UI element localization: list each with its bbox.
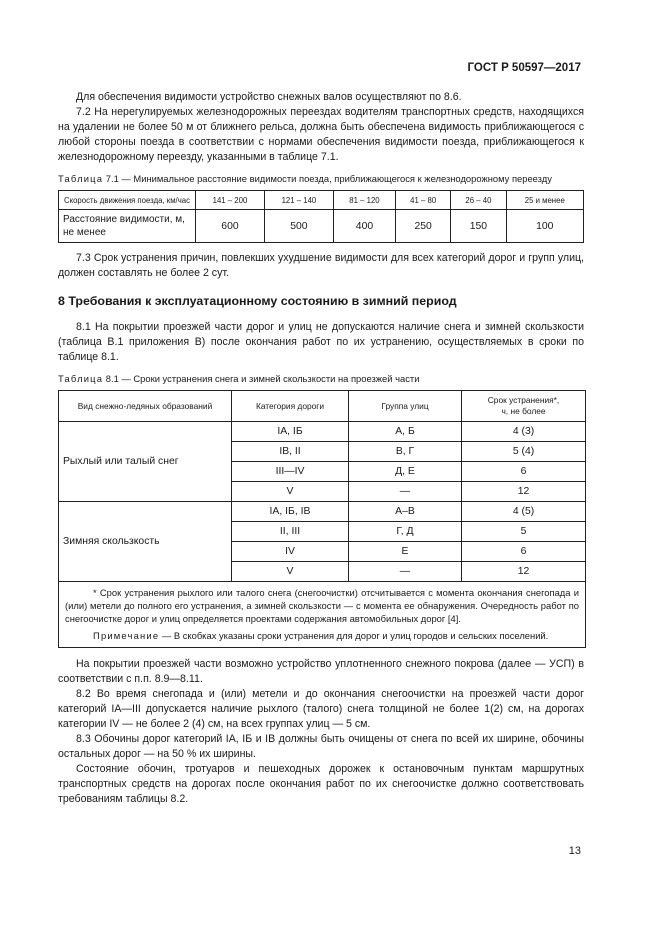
table-caption-text: 7.1 — Минимальное расстояние видимости поезда, приближающегося к железнодорожному переезду bbox=[103, 173, 552, 184]
road-category-cell: IV bbox=[232, 542, 349, 562]
table-caption-text: 8.1 — Сроки устранения снега и зимней скользкости на проезжей части bbox=[103, 373, 420, 384]
speed-cell: 41 – 80 bbox=[396, 191, 451, 210]
paragraph-7-2: 7.2 На нерегулируемых железнодорожных переездах водителям транспортных средств, находящихся на удалении не более 50 м от ближнего рельса, должна быть обеспечена видимость приближающегося с любой стороны поезда в соответствии с нормами обеспечения видимости поезда, приближающегося к железнодорожному переезду, указанными в таблице 7.1. bbox=[58, 106, 584, 163]
removal-term-cell: 5 (4) bbox=[462, 442, 586, 462]
removal-term-cell: 12 bbox=[462, 482, 586, 502]
speed-cell: 26 – 40 bbox=[451, 191, 506, 210]
road-category-cell: II, III bbox=[232, 522, 349, 542]
snow-type-cell: Зимняя скользкость bbox=[59, 502, 232, 582]
table-7-1-distance-row bbox=[59, 210, 584, 243]
distance-label-cell: Расстояние видимости, м, не менее bbox=[59, 210, 196, 243]
note-text: — В скобках указаны сроки устранения для дорог и улиц городов и сельских поселений. bbox=[159, 630, 549, 641]
section-8-heading: 8 Требования к эксплуатационному состоянию в зимний период bbox=[58, 294, 457, 308]
table-row bbox=[59, 502, 586, 522]
street-group-cell: — bbox=[349, 562, 462, 582]
header-term-line-2: ч, не более bbox=[501, 406, 546, 416]
header-road-category: Категория дороги bbox=[232, 391, 349, 422]
table-footnote: * Срок устранения рыхлого или талого снега (снегоочистки) отсчитывается с момента окончания снегопада и (или) метели до полного его устранения, а зимней скользкости — с момента ее обнаружения. Очередность работ по снегоочистке дорог и улиц определяется проектами содержания автомобильных дорог [4]. bbox=[65, 587, 579, 624]
street-group-cell: А, Б bbox=[349, 422, 462, 442]
street-group-cell: Д, Е bbox=[349, 462, 462, 482]
distance-cell: 100 bbox=[506, 210, 583, 243]
paragraph-8-3: 8.3 Обочины дорог категорий IА, IБ и IВ должны быть очищены от снега по всей их ширине, обочины остальных дорог — на 50 % их ширины. bbox=[58, 733, 584, 760]
standard-header: ГОСТ Р 50597—2017 bbox=[467, 62, 581, 74]
header-snow-type: Вид снежно-ледяных образований bbox=[59, 391, 232, 422]
road-category-cell: III—IV bbox=[232, 462, 349, 482]
table-7-1-caption bbox=[58, 173, 588, 185]
street-group-cell: — bbox=[349, 482, 462, 502]
table-caption-word: Таблица bbox=[58, 173, 104, 184]
road-category-cell: V bbox=[232, 482, 349, 502]
table-footnote-row bbox=[59, 582, 586, 648]
paragraph-shoulders-state: Состояние обочин, тротуаров и пешеходных дорожек к остановочным пунктам маршрутных транспортных средств на дорогах после окончания работ по их снегоочистке должно соответствовать требованиям таблицы 8.2. bbox=[58, 763, 584, 805]
table-footnote-cell bbox=[59, 582, 586, 648]
removal-term-cell: 6 bbox=[462, 462, 586, 482]
table-7-1 bbox=[58, 190, 584, 243]
street-group-cell: Е bbox=[349, 542, 462, 562]
removal-term-cell: 6 bbox=[462, 542, 586, 562]
table-8-1-caption bbox=[58, 373, 588, 385]
table-note bbox=[65, 629, 579, 642]
note-word: Примечание bbox=[93, 630, 160, 641]
speed-cell: 81 – 120 bbox=[333, 191, 395, 210]
road-category-cell: IА, IБ bbox=[232, 422, 349, 442]
speed-cell: 121 – 140 bbox=[264, 191, 333, 210]
snow-type-cell: Рыхлый или талый снег bbox=[59, 422, 232, 502]
closing-block bbox=[58, 657, 584, 807]
paragraph-7-3: 7.3 Срок устранения причин, повлекших ухудшение видимости для всех категорий дорог и групп улиц, должен составлять не более 2 сут. bbox=[58, 252, 584, 279]
page-number: 13 bbox=[568, 845, 581, 857]
table-7-1-header-row bbox=[59, 191, 584, 210]
distance-cell: 600 bbox=[196, 210, 265, 243]
speed-cell: 25 и менее bbox=[506, 191, 583, 210]
distance-cell: 500 bbox=[264, 210, 333, 243]
table-8-1-header-row bbox=[59, 391, 586, 422]
street-group-cell: В, Г bbox=[349, 442, 462, 462]
road-category-cell: IВ, II bbox=[232, 442, 349, 462]
street-group-cell: А–В bbox=[349, 502, 462, 522]
removal-term-cell: 4 (5) bbox=[462, 502, 586, 522]
paragraph-8-2: 8.2 Во время снегопада и (или) метели и до окончания снегоочистки на проезжей части дорог категорий IА—III допускается наличие рыхлого (талого) снега толщиной не более 1(2) см, на дорогах категории IV — не более 2 (4) см, на всех группах улиц — 5 см. bbox=[58, 688, 584, 730]
distance-cell: 400 bbox=[333, 210, 395, 243]
paragraph-usp: На покрытии проезжей части возможно устройство уплотненного снежного покрова (далее — УСП) в соответствии с п.п. 8.9—8.11. bbox=[58, 658, 584, 685]
header-street-group: Группа улиц bbox=[349, 391, 462, 422]
paragraph-8-1: 8.1 На покрытии проезжей части дорог и улиц не допускаются наличие снега и зимней скользкости (таблица В.1 приложения В) после окончания работ по их устранению, осуществляемых в сроки по таблице 8.1. bbox=[58, 321, 584, 363]
removal-term-cell: 5 bbox=[462, 522, 586, 542]
table-caption-word: Таблица bbox=[58, 373, 104, 384]
table-8-1 bbox=[58, 390, 586, 648]
distance-cell: 250 bbox=[396, 210, 451, 243]
road-category-cell: IА, IБ, IВ bbox=[232, 502, 349, 522]
speed-cell: 141 – 200 bbox=[196, 191, 265, 210]
paragraph-visibility-8-6: Для обеспечения видимости устройство снежных валов осуществляют по 8.6. bbox=[76, 91, 462, 103]
road-category-cell: V bbox=[232, 562, 349, 582]
intro-block bbox=[58, 90, 584, 165]
paragraph-8-1-block bbox=[58, 320, 584, 365]
distance-cell: 150 bbox=[451, 210, 506, 243]
table-row bbox=[59, 422, 586, 442]
header-term-line-1: Срок устранения*, bbox=[487, 395, 560, 405]
removal-term-cell: 4 (3) bbox=[462, 422, 586, 442]
removal-term-cell: 12 bbox=[462, 562, 586, 582]
street-group-cell: Г, Д bbox=[349, 522, 462, 542]
paragraph-7-3-block bbox=[58, 251, 584, 281]
header-removal-term bbox=[462, 391, 586, 422]
speed-header-cell: Скорость движения поезда, км/час bbox=[59, 191, 196, 210]
